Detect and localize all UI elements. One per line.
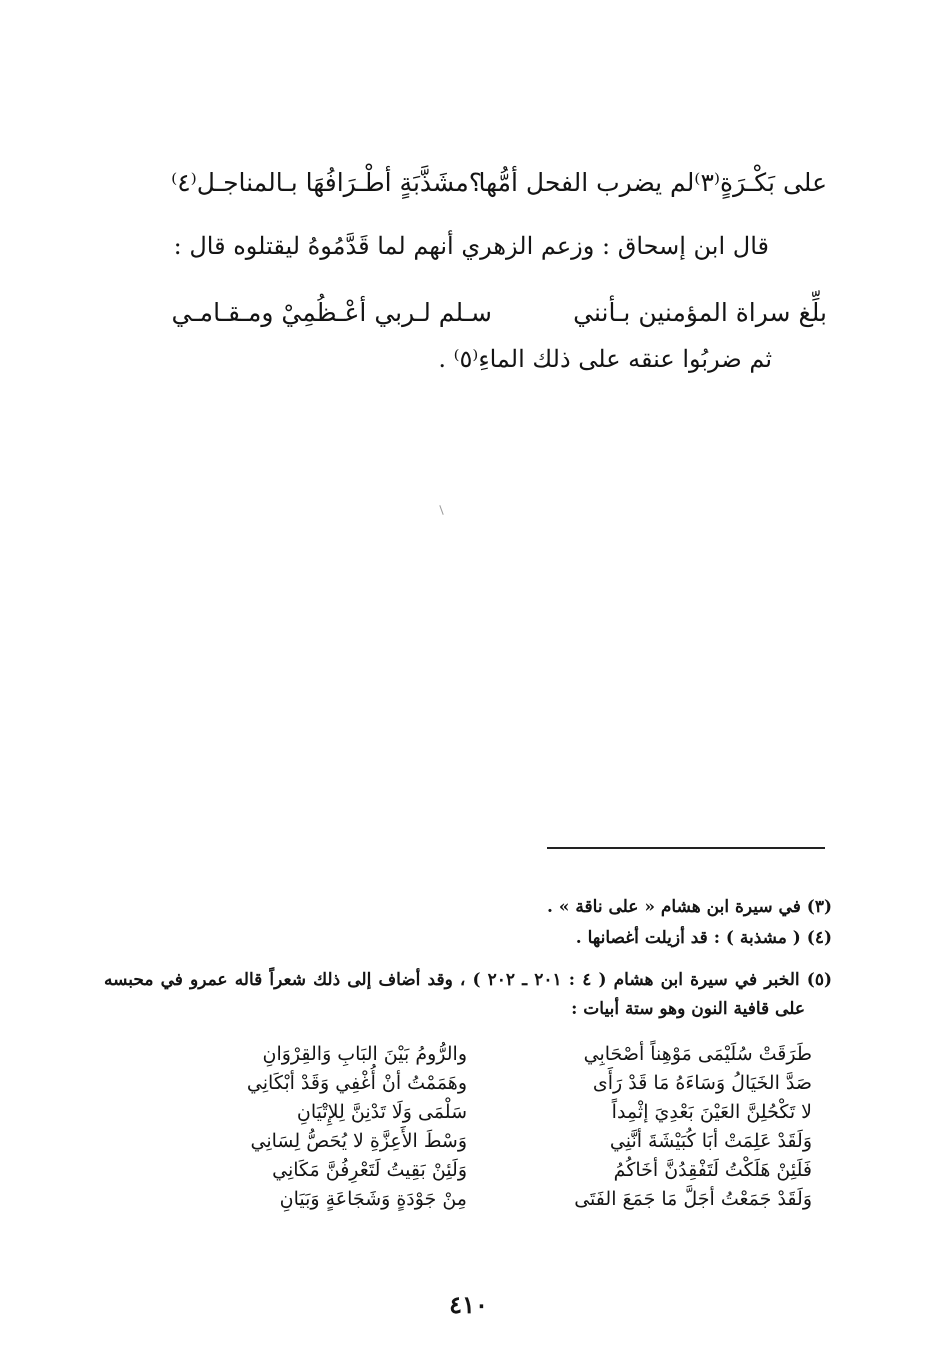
verse-2-right-hemistich: بلِّغ سراة المؤمنين بـأنني [573, 298, 827, 327]
poem-right-line: وَلَقَدْ جَمَعْتُ أجَلَّ مَا جَمَعَ الفَتَى [574, 1188, 812, 1210]
footnote-4: (٤) ( مشذبة ) : قد أزيلت أغصانها . [575, 928, 832, 948]
footnote-separator [547, 847, 825, 849]
footnote-5-line-1: (٥) الخبر في سيرة ابن هشام ( ٤ : ٢٠١ ـ ٢٠٢ ) ، وقد أضاف إلى ذلك شعراً قاله عمرو في محبسه [104, 970, 832, 990]
footnote-3: (٣) في سيرة ابن هشام « على ناقة » . [547, 897, 832, 917]
footnote-5-line-2: على قافية النون وهو ستة أبيات : [571, 999, 805, 1019]
poem-right-line: طَرَقَتْ سُلَيْمَى مَوْهِناً أصْحَابِي [583, 1043, 812, 1065]
verse-2-left-hemistich: سـلم لـربي أعْـظُمِيْ ومـقـامـي [171, 298, 492, 327]
poem-left-line: مِنْ جَوْدَةٍ وَشَجَاعَةٍ وَبَيَانِ [279, 1188, 467, 1210]
prose-line-2: ثم ضربُوا عنقه على ذلك الماءِ⁽٥⁾ . [438, 345, 772, 373]
stray-mark [439, 505, 443, 515]
poem-left-line: وَلَئِنْ بَقِيتُ لَتَعْرِفُنَّ مَكَانِي [272, 1159, 467, 1181]
poem-right-line: صَدَّ الخَيَالُ وَسَاءَهُ مَا قَدْ رَأَى [592, 1072, 812, 1094]
poem-left-column [137, 1040, 467, 1214]
poem-right-line: وَلَقَدْ عَلِمَتْ أبَا كُبَيْشَةَ أنَّنِي [609, 1130, 812, 1152]
poem-right-line: لا تَكْحُلِنَّ العَيْنَ بَعْدِيَ إثْمِداً [611, 1101, 812, 1123]
verse-1-right-hemistich: على بَكْـرَةٍ⁽٣⁾لم يضرب الفحل أمُّها [478, 168, 827, 197]
prose-line-1: قال ابن إسحاق : وزعم الزهري أنهم لما قَدَّمُوهُ ليقتلوه قال : [173, 232, 769, 260]
poem-right-column [502, 1040, 812, 1214]
verse-1-left-hemistich: ؟مشَذَّبَةٍ أطْـرَافُهَا بـالمناجـل⁽٤⁾ [171, 168, 482, 197]
poem-right-line: فَلَئِنْ هَلَكْتُ لَتَفْقِدُنَّ أخَاكُمُ [613, 1159, 812, 1181]
poem-left-line: سَلْمَى وَلَا تَدْنِنَّ لِلإِتْيَانِ [296, 1101, 467, 1123]
poem-left-line: وهَمَمْتُ أنْ أُغْفِي وَقَدْ أبْكَانِي [246, 1072, 467, 1094]
page-number: ٤١٠ [449, 1290, 488, 1319]
poem-left-line: وَسْطَ الأَعِزَّةِ لا يُحَصُّ لِسَانِي [250, 1130, 467, 1152]
poem-left-line: والرُّومُ بَيْنَ البَابِ وَالقِرْوَانِ [262, 1043, 467, 1065]
